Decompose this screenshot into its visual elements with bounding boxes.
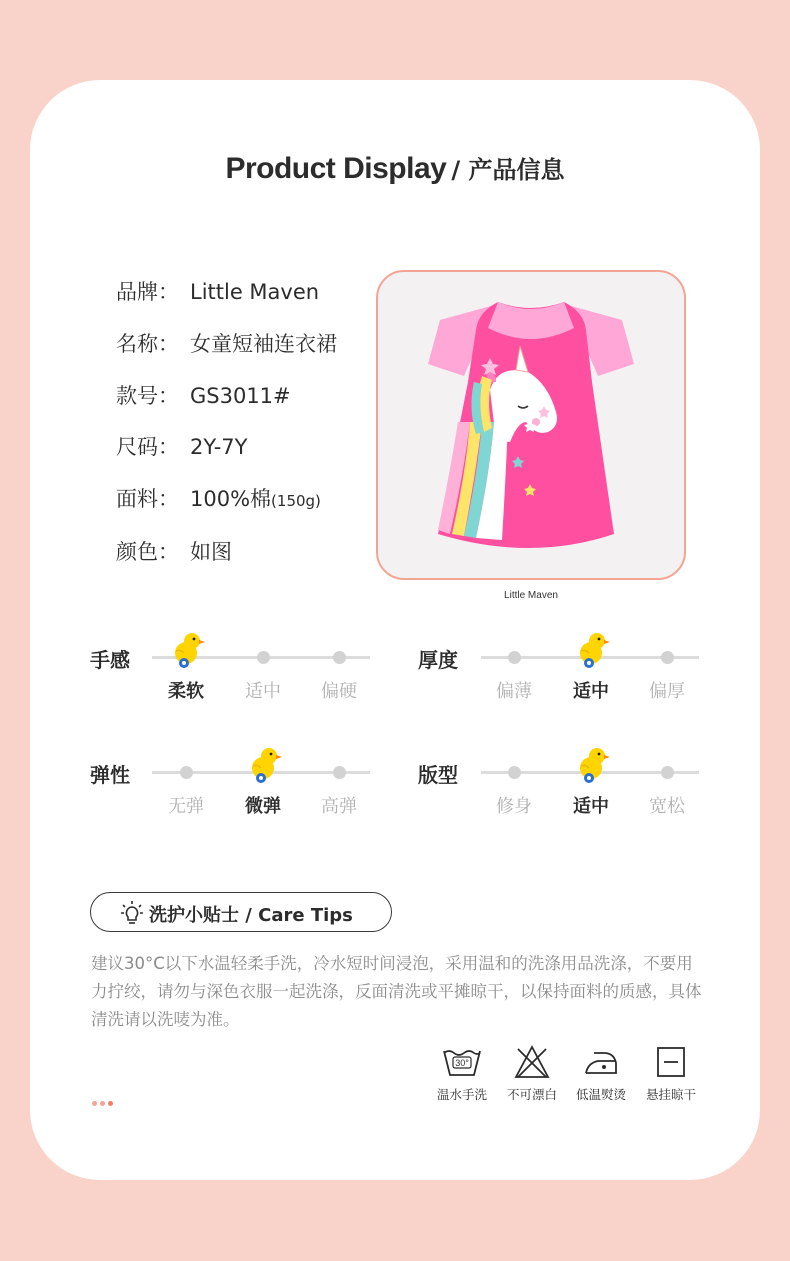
rating-dot [180,766,193,779]
rating-dot [257,651,270,664]
pagination-dots [92,1091,116,1110]
rating-option: 微弹 [245,796,281,817]
care-hand-wash [427,1045,497,1103]
rating-option: 高弹 [321,796,357,817]
wash-temp-label: 30° [455,1058,469,1068]
rating-option: 适中 [573,681,609,702]
rating-label: 厚度 [418,648,458,672]
care-label: 不可漂白 [506,1087,557,1102]
care-no-bleach [497,1045,567,1103]
hang-dry-icon [654,1045,688,1079]
duck-marker-icon [575,746,611,784]
spec-weight: (150g) [271,492,321,510]
rating-dot [508,651,521,664]
page-title [0,150,790,186]
spec-style-number [116,380,291,410]
rating-dot [333,651,346,664]
spec-label: 面料： [116,487,179,511]
spec-value: 女童短袖连衣裙 [190,332,337,356]
low-iron-icon [582,1045,620,1079]
care-low-iron [566,1045,636,1103]
rating-dot [508,766,521,779]
lightbulb-icon [121,901,143,925]
duck-marker-icon [575,631,611,669]
duck-marker-icon [170,631,206,669]
spec-value: Little Maven [190,280,320,304]
care-tips-heading: 洗护小贴士 / Care Tips [149,905,353,926]
rating-option: 适中 [245,681,281,702]
spec-label: 品牌： [116,280,179,304]
rating-label: 手感 [90,648,130,672]
spec-value: 如图 [190,540,232,564]
rating-option: 修身 [496,796,532,817]
image-caption: Little Maven [504,590,558,601]
spec-name [116,328,337,358]
spec-value: 2Y-7Y [190,435,248,459]
hand-wash-30-icon [442,1045,482,1079]
care-hang-dry [636,1045,706,1103]
duck-marker-icon [247,746,283,784]
spec-size [116,431,247,461]
rating-option: 适中 [573,796,609,817]
rating-dot [661,766,674,779]
page-dot [100,1101,105,1106]
rating-option: 偏薄 [496,681,532,702]
rating-dot [661,651,674,664]
spec-value: 100%棉 [190,487,272,511]
spec-color [116,536,232,566]
rating-dot [333,766,346,779]
care-label: 低温熨烫 [575,1087,626,1102]
spec-brand [116,276,319,306]
spec-fabric [116,483,321,513]
rating-option: 宽松 [649,796,685,817]
spec-value: GS3011# [190,384,291,408]
spec-label: 名称： [116,332,179,356]
title-english: Product Display [225,152,447,185]
rating-label: 版型 [418,763,458,787]
care-label: 温水手洗 [436,1087,487,1102]
spec-label: 款号： [116,384,179,408]
rating-option: 偏厚 [649,681,685,702]
spec-label: 尺码： [116,435,179,459]
rating-option: 柔软 [168,681,204,702]
care-tips-text: 建议30°C以下水温轻柔手洗，冷水短时间浸泡，采用温和的洗涤用品洗涤，不要用力拧绞，请勿与深色衣服一起洗涤，反面清洗或平摊晾干，以保持面料的质感，具体清洗请以洗唛为准。 [91,954,702,1029]
title-chinese: / 产品信息 [451,156,565,184]
rating-option: 偏硬 [321,681,357,702]
care-tips-header [90,892,392,932]
spec-label: 颜色： [116,540,179,564]
rating-option: 无弹 [168,796,204,817]
page-dot [108,1101,113,1106]
no-bleach-icon [514,1045,550,1079]
product-image [376,270,686,580]
care-label: 悬挂晾干 [645,1087,696,1102]
rating-label: 弹性 [90,763,130,787]
page-dot [92,1101,97,1106]
